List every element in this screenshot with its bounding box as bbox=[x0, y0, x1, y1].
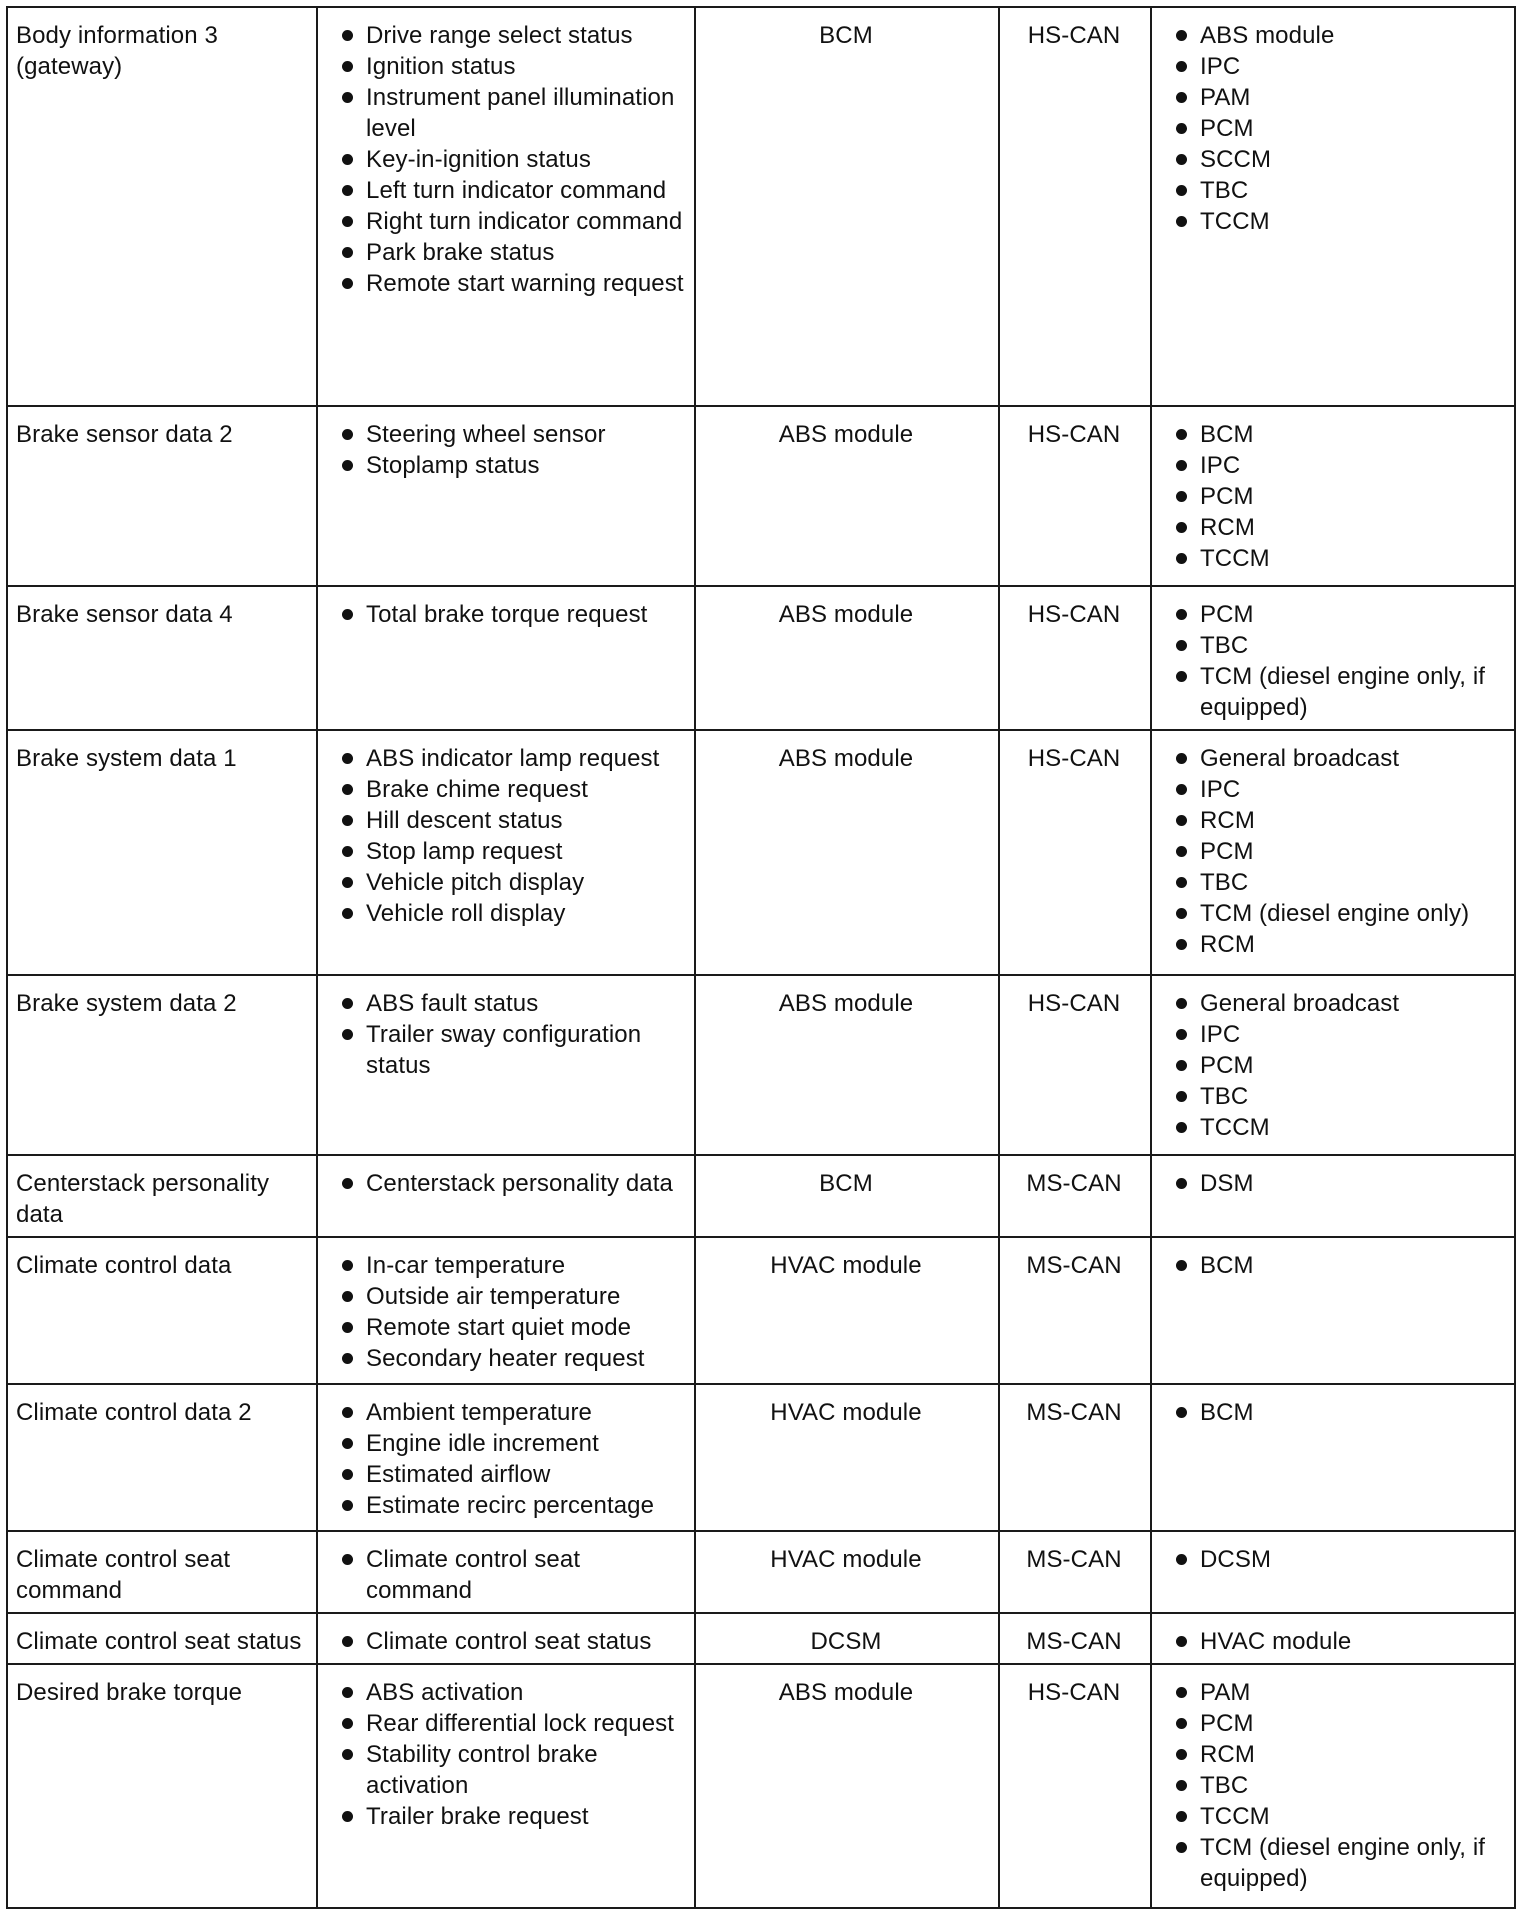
signal-item: Estimate recirc percentage bbox=[326, 1490, 684, 1521]
transmitter-cell: ABS module bbox=[695, 1664, 999, 1908]
signals-cell bbox=[317, 7, 695, 406]
table-row bbox=[7, 1155, 1515, 1237]
receivers-cell bbox=[1151, 7, 1515, 406]
network-cell: MS-CAN bbox=[999, 1384, 1151, 1531]
signal-item: Steering wheel sensor bbox=[326, 419, 684, 450]
network-cell: MS-CAN bbox=[999, 1531, 1151, 1613]
table-row bbox=[7, 7, 1515, 406]
message-name-cell: Centerstack personality data bbox=[7, 1155, 317, 1237]
receiver-item: TCM (diesel engine only) bbox=[1160, 898, 1504, 929]
transmitter-cell: ABS module bbox=[695, 406, 999, 586]
signal-item: Instrument panel illumination level bbox=[326, 82, 684, 144]
receiver-item: PCM bbox=[1160, 836, 1504, 867]
signal-item: Estimated airflow bbox=[326, 1459, 684, 1490]
transmitter-cell: DCSM bbox=[695, 1613, 999, 1664]
receivers-cell bbox=[1151, 1664, 1515, 1908]
signal-item: Ignition status bbox=[326, 51, 684, 82]
receiver-item: IPC bbox=[1160, 1019, 1504, 1050]
signal-item: Engine idle increment bbox=[326, 1428, 684, 1459]
transmitter-cell: BCM bbox=[695, 1155, 999, 1237]
receiver-item: HVAC module bbox=[1160, 1626, 1504, 1657]
signal-item: Park brake status bbox=[326, 237, 684, 268]
network-cell: HS-CAN bbox=[999, 1664, 1151, 1908]
transmitter-cell: HVAC module bbox=[695, 1237, 999, 1384]
receiver-item: BCM bbox=[1160, 1250, 1504, 1281]
network-message-table bbox=[6, 6, 1516, 1909]
receiver-item: PCM bbox=[1160, 1050, 1504, 1081]
signal-item: Hill descent status bbox=[326, 805, 684, 836]
receiver-item: TBC bbox=[1160, 630, 1504, 661]
receiver-item: TCM (diesel engine only, if equipped) bbox=[1160, 1832, 1504, 1894]
signal-item: ABS fault status bbox=[326, 988, 684, 1019]
network-cell: HS-CAN bbox=[999, 586, 1151, 730]
receiver-item-list bbox=[1160, 743, 1504, 960]
signal-item-list bbox=[326, 1168, 684, 1199]
receiver-item: RCM bbox=[1160, 805, 1504, 836]
signal-item: ABS activation bbox=[326, 1677, 684, 1708]
receiver-item: RCM bbox=[1160, 1739, 1504, 1770]
signal-item: Outside air temperature bbox=[326, 1281, 684, 1312]
signal-item: Brake chime request bbox=[326, 774, 684, 805]
receiver-item-list bbox=[1160, 988, 1504, 1143]
signal-item: Right turn indicator command bbox=[326, 206, 684, 237]
receiver-item: DSM bbox=[1160, 1168, 1504, 1199]
signal-item-list bbox=[326, 1250, 684, 1374]
signals-cell bbox=[317, 406, 695, 586]
receiver-item: PAM bbox=[1160, 82, 1504, 113]
receiver-item: General broadcast bbox=[1160, 988, 1504, 1019]
table-row bbox=[7, 1384, 1515, 1531]
signal-item: ABS indicator lamp request bbox=[326, 743, 684, 774]
receiver-item: PCM bbox=[1160, 113, 1504, 144]
transmitter-cell: HVAC module bbox=[695, 1384, 999, 1531]
network-cell: HS-CAN bbox=[999, 730, 1151, 975]
transmitter-cell: BCM bbox=[695, 7, 999, 406]
signal-item: Ambient temperature bbox=[326, 1397, 684, 1428]
signal-item: Centerstack personality data bbox=[326, 1168, 684, 1199]
receivers-cell bbox=[1151, 586, 1515, 730]
transmitter-cell: ABS module bbox=[695, 975, 999, 1155]
table-row bbox=[7, 975, 1515, 1155]
receivers-cell bbox=[1151, 406, 1515, 586]
signals-cell bbox=[317, 730, 695, 975]
receiver-item: IPC bbox=[1160, 774, 1504, 805]
signal-item: Remote start warning request bbox=[326, 268, 684, 299]
receiver-item: TCCM bbox=[1160, 543, 1504, 574]
signal-item: Stoplamp status bbox=[326, 450, 684, 481]
signal-item-list bbox=[326, 1677, 684, 1832]
receiver-item: TBC bbox=[1160, 1081, 1504, 1112]
receiver-item-list bbox=[1160, 1168, 1504, 1199]
receiver-item: TCCM bbox=[1160, 206, 1504, 237]
transmitter-cell: ABS module bbox=[695, 730, 999, 975]
signal-item: Trailer brake request bbox=[326, 1801, 684, 1832]
receiver-item: TCCM bbox=[1160, 1112, 1504, 1143]
network-cell: HS-CAN bbox=[999, 975, 1151, 1155]
table-row bbox=[7, 1237, 1515, 1384]
receivers-cell bbox=[1151, 730, 1515, 975]
message-name-cell: Climate control seat status bbox=[7, 1613, 317, 1664]
signal-item: Secondary heater request bbox=[326, 1343, 684, 1374]
signal-item: Vehicle roll display bbox=[326, 898, 684, 929]
message-name-cell: Climate control seat command bbox=[7, 1531, 317, 1613]
network-cell: MS-CAN bbox=[999, 1237, 1151, 1384]
receivers-cell bbox=[1151, 975, 1515, 1155]
table-row bbox=[7, 1664, 1515, 1908]
network-cell: MS-CAN bbox=[999, 1613, 1151, 1664]
signals-cell bbox=[317, 1613, 695, 1664]
signal-item-list bbox=[326, 1544, 684, 1606]
signal-item: Remote start quiet mode bbox=[326, 1312, 684, 1343]
signal-item: Vehicle pitch display bbox=[326, 867, 684, 898]
receiver-item: RCM bbox=[1160, 929, 1504, 960]
receivers-cell bbox=[1151, 1531, 1515, 1613]
network-cell: HS-CAN bbox=[999, 7, 1151, 406]
table-row bbox=[7, 406, 1515, 586]
receiver-item: TBC bbox=[1160, 175, 1504, 206]
signal-item-list bbox=[326, 1397, 684, 1521]
signal-item: Key-in-ignition status bbox=[326, 144, 684, 175]
receiver-item: PAM bbox=[1160, 1677, 1504, 1708]
signals-cell bbox=[317, 1155, 695, 1237]
signals-cell bbox=[317, 975, 695, 1155]
receiver-item-list bbox=[1160, 1250, 1504, 1281]
receiver-item-list bbox=[1160, 1677, 1504, 1894]
signal-item: Climate control seat status bbox=[326, 1626, 684, 1657]
signals-cell bbox=[317, 1664, 695, 1908]
receiver-item: PCM bbox=[1160, 1708, 1504, 1739]
receiver-item-list bbox=[1160, 599, 1504, 723]
receiver-item: IPC bbox=[1160, 450, 1504, 481]
message-name-cell: Brake sensor data 4 bbox=[7, 586, 317, 730]
message-name-cell: Climate control data bbox=[7, 1237, 317, 1384]
receiver-item: TBC bbox=[1160, 1770, 1504, 1801]
message-name-cell: Desired brake torque bbox=[7, 1664, 317, 1908]
transmitter-cell: ABS module bbox=[695, 586, 999, 730]
receiver-item: TCCM bbox=[1160, 1801, 1504, 1832]
table-row bbox=[7, 730, 1515, 975]
signal-item: Stop lamp request bbox=[326, 836, 684, 867]
receivers-cell bbox=[1151, 1237, 1515, 1384]
receivers-cell bbox=[1151, 1384, 1515, 1531]
signal-item: Climate control seat command bbox=[326, 1544, 684, 1606]
table-body bbox=[7, 7, 1515, 1908]
signal-item: Trailer sway configuration status bbox=[326, 1019, 684, 1081]
signals-cell bbox=[317, 1531, 695, 1613]
signal-item-list bbox=[326, 20, 684, 299]
transmitter-cell: HVAC module bbox=[695, 1531, 999, 1613]
receiver-item-list bbox=[1160, 419, 1504, 574]
signal-item-list bbox=[326, 1626, 684, 1657]
receiver-item: BCM bbox=[1160, 419, 1504, 450]
receiver-item: RCM bbox=[1160, 512, 1504, 543]
receiver-item: ABS module bbox=[1160, 20, 1504, 51]
receiver-item: General broadcast bbox=[1160, 743, 1504, 774]
receiver-item: BCM bbox=[1160, 1397, 1504, 1428]
message-name-cell: Climate control data 2 bbox=[7, 1384, 317, 1531]
message-name-cell: Brake sensor data 2 bbox=[7, 406, 317, 586]
signal-item-list bbox=[326, 988, 684, 1081]
message-name-cell: Brake system data 2 bbox=[7, 975, 317, 1155]
receiver-item: TBC bbox=[1160, 867, 1504, 898]
table-row bbox=[7, 1531, 1515, 1613]
receiver-item: TCM (diesel engine only, if equipped) bbox=[1160, 661, 1504, 723]
signal-item: Stability control brake activation bbox=[326, 1739, 684, 1801]
receiver-item-list bbox=[1160, 1626, 1504, 1657]
signal-item: Total brake torque request bbox=[326, 599, 684, 630]
table-row bbox=[7, 1613, 1515, 1664]
signals-cell bbox=[317, 586, 695, 730]
message-name-cell: Body information 3 (gateway) bbox=[7, 7, 317, 406]
signal-item-list bbox=[326, 743, 684, 929]
network-cell: MS-CAN bbox=[999, 1155, 1151, 1237]
signal-item: Rear differential lock request bbox=[326, 1708, 684, 1739]
receivers-cell bbox=[1151, 1613, 1515, 1664]
signal-item: Drive range select status bbox=[326, 20, 684, 51]
receiver-item-list bbox=[1160, 20, 1504, 237]
receiver-item: PCM bbox=[1160, 599, 1504, 630]
signals-cell bbox=[317, 1237, 695, 1384]
network-cell: HS-CAN bbox=[999, 406, 1151, 586]
receiver-item: SCCM bbox=[1160, 144, 1504, 175]
receiver-item: PCM bbox=[1160, 481, 1504, 512]
receiver-item: DCSM bbox=[1160, 1544, 1504, 1575]
message-name-cell: Brake system data 1 bbox=[7, 730, 317, 975]
table-row bbox=[7, 586, 1515, 730]
receivers-cell bbox=[1151, 1155, 1515, 1237]
signal-item-list bbox=[326, 599, 684, 630]
receiver-item-list bbox=[1160, 1397, 1504, 1428]
signals-cell bbox=[317, 1384, 695, 1531]
receiver-item-list bbox=[1160, 1544, 1504, 1575]
receiver-item: IPC bbox=[1160, 51, 1504, 82]
signal-item: Left turn indicator command bbox=[326, 175, 684, 206]
signal-item-list bbox=[326, 419, 684, 481]
signal-item: In-car temperature bbox=[326, 1250, 684, 1281]
